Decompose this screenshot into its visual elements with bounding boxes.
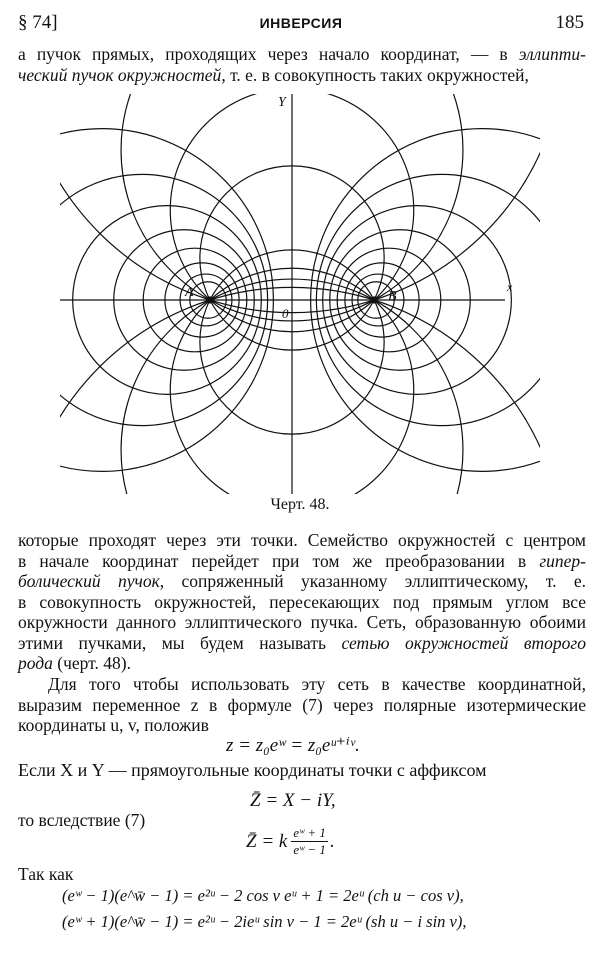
point-label-a: A (185, 285, 194, 300)
fraction (291, 825, 328, 858)
paragraph-1 (18, 530, 586, 674)
text-run: этими пучками, мы будем называть (18, 632, 342, 653)
figure-circle-network (60, 94, 540, 494)
text-line-since: Так как (18, 864, 74, 884)
italic-term: сетью окружностей второго (341, 632, 586, 653)
formula-zbar: Z̄ = X − iY, (250, 790, 336, 811)
text-line: которые проходят через эти точки. Семейство окружностей с центром (18, 530, 586, 550)
text-line: координаты u, v, положив (18, 715, 209, 735)
text-line (18, 633, 586, 654)
text-line-hence: то вследствие (7) (18, 810, 146, 830)
point-a-marker (207, 297, 213, 303)
intro-paragraph (18, 44, 586, 85)
page-number: 185 (555, 12, 584, 33)
text-run: в начале координат перейдет при том же преобразовании в (18, 550, 540, 571)
text-run: а пучок прямых, проходящих через начало координат, — в (18, 44, 519, 64)
point-b-marker (371, 297, 377, 303)
origin-label: 0 (282, 306, 289, 321)
formula-product-1: (eʷ − 1)(e^w̄ − 1) = e²ᵘ − 2 cos v eᵘ + 1 = 2eᵘ (ch u − cos v), (62, 886, 464, 905)
fraction-denominator: eʷ − 1 (293, 842, 326, 857)
section-number: § 74] (18, 12, 58, 33)
italic-term: ческий пучок окружностей (18, 64, 222, 85)
running-header (18, 12, 584, 36)
italic-term: рода (18, 653, 53, 673)
text-line (18, 65, 586, 86)
paragraph-2 (18, 674, 586, 736)
formula-period: . (329, 830, 335, 852)
text-line: выразим переменное z в формуле (7) через полярные изотермические (18, 694, 586, 715)
italic-term: болический пучок (18, 571, 160, 591)
italic-term: эллипти- (518, 44, 586, 64)
fraction-numerator: eʷ + 1 (293, 825, 326, 840)
text-line (18, 571, 586, 592)
italic-term: гипер- (539, 550, 586, 571)
axis-label-y: Y (278, 95, 286, 110)
text-line: Для того чтобы использовать эту сеть в качестве координатной, (48, 674, 586, 694)
elliptic-pencil (60, 94, 540, 494)
text-line (18, 551, 586, 572)
point-label-b: B (388, 289, 397, 304)
axis-label-x: x (507, 280, 513, 294)
figure-caption: Черт. 48. (270, 496, 330, 513)
formula-product-2: (eʷ + 1)(e^w̄ − 1) = e²ᵘ − 2ieᵘ sin v − 1 = 2eᵘ (sh u − i sin v), (62, 912, 467, 931)
formula-lhs: Z̄ = k (246, 830, 288, 852)
text-run: (черт. 48). (52, 653, 131, 673)
text-run: , сопряженный указанному эллиптическому, т. е. (159, 571, 586, 591)
formula-z: z = z₀eʷ = z₀eᵘ⁺ⁱᵛ. (226, 735, 360, 756)
text-line: окружности данного эллиптического пучка. Сеть, образованную обоими (18, 612, 586, 632)
text-line: в совокупность окружностей, пересекающих под прямым углом все (18, 591, 586, 612)
formula-fraction (246, 825, 335, 858)
text-line (18, 44, 586, 65)
running-title: ИНВЕРСИЯ (259, 15, 343, 31)
text-run: , т. е. в совокупность таких окружностей, (221, 64, 529, 85)
text-line (18, 653, 586, 674)
text-line-if: Если X и Y — прямоугольные координаты точки с аффиксом (18, 760, 487, 780)
